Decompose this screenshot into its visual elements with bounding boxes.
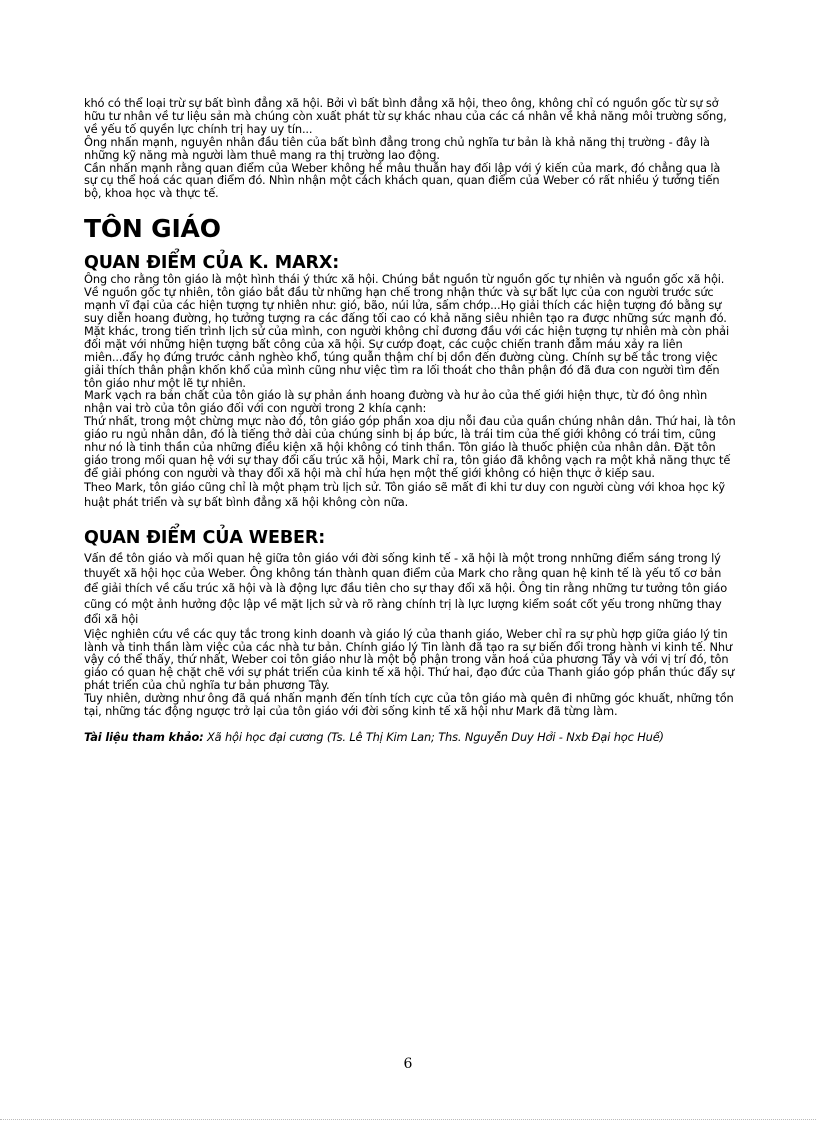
reference-label: Tài liệu tham khảo: <box>84 729 204 744</box>
marx-paragraph-6: Theo Mark, tôn giáo cũng chỉ là một phạm trù lịch sử. Tôn giáo sẽ mất đi khi tư duy con người cùng với khoa học kỹ huật phát triển và sự bất bình đẳng xã hội không còn nữa. <box>84 479 725 510</box>
page-bottom-divider <box>0 1119 816 1120</box>
section-title: TÔN GIÁO <box>84 214 221 244</box>
weber-paragraph-3: Tuy nhiên, dường như ông đã quá nhấn mạnh đến tính tích cực của tôn giáo mà quên đi những góc khuất, những tồn tại, những tác động ngược trở lại của tôn giáo với đời sống kinh tế xã hội như Mark đã từng làm. <box>84 691 734 719</box>
marx-paragraph-4: Mark vạch ra bản chất của tôn giáo là sự phản ánh hoang đường và hư ảo của thế giới hiện thực, từ đó ông nhìn nhận vai trò của tôn giáo đối với con người trong 2 khía cạnh: <box>84 388 708 416</box>
page-content <box>84 97 736 744</box>
marx-paragraph-5: Thứ nhất, trong một chừng mực nào đó, tôn giáo góp phần xoa dịu nỗi đau của quần chúng nhân dân. Thứ hai, là tôn giáo ru ngủ nhân dân, đó là tiếng thở dài của chúng sinh bị áp bức, là trái tim của thế giới không có trái tim, cũng như nó là tinh thần của những điều kiện xã hội không có tinh thần. Tôn giáo là thuốc phiện của nhân dân. Đặt tôn giáo trong mối quan hệ với sự thay đổi cấu trúc xã hội, Mark chỉ ra, tôn giáo đã không vạch ra một khả năng thực tế để giải phóng con người và thay đổi xã hội mà chỉ hứa hẹn một thế giới không có hiện thực ở kiếp sau. <box>84 414 736 480</box>
intro-paragraph-2: Ông nhấn mạnh, nguyên nhân đầu tiên của bất bình đẳng trong chủ nghĩa tư bản là khả năng thị trường - đây là những kỹ năng mà người làm thuê mang ra thị trường lao động. <box>84 134 710 162</box>
marx-heading: QUAN ĐIỂM CỦA K. MARX: <box>84 253 340 274</box>
marx-section <box>84 253 736 510</box>
reference-text: Xã hội học đại cương (Ts. Lê Thị Kim Lan; Ths. Nguyễn Duy Hởi - Nxb Đại học Huế) <box>203 729 664 744</box>
page-number: 6 <box>403 1056 413 1072</box>
intro-paragraph-1: khó có thể loại trừ sự bất bình đẳng xã hội. Bởi vì bất bình đẳng xã hội, theo ông, không chỉ có nguồn gốc từ sự sở hữu tư nhân về tư liệu sản mà chúng còn xuất phát từ sự khác nhau của các cá nhân về khả năng môi trường sống, về yếu tố quyền lực chính trị hay uy tín... <box>84 96 727 136</box>
weber-heading: QUAN ĐIỂM CỦA WEBER: <box>84 527 326 548</box>
weber-paragraph-2: Việc nghiên cứu về các quy tắc trong kinh doanh và giáo lý của thanh giáo, Weber chỉ ra sự phù hợp giữa giáo lý tin lành và tinh thần làm việc của các nhà tư bản. Chính giáo lý Tin lành đã tạo ra sự biến đổi trong hành vi kinh tế. Như vậy có thể thấy, thứ nhất, Weber coi tôn giáo như là một bộ phận trong văn hoá của phương Tây và với vị trí đó, tôn giáo có quan hệ chặt chẽ với sự phát triển của kinh tế xã hội. Thứ hai, đạo đức của Thanh giáo góp phần thúc đẩy sự phát triển của chủ nghĩa tư bản phương Tây. <box>84 626 735 693</box>
weber-paragraph-1: Vấn đề tôn giáo và mối quan hệ giữa tôn giáo với đời sống kinh tế - xã hội là một trong nnhững điểm sáng trong lý thuyết xã hội học của Weber. Ông không tán thành quan điểm của Mark cho rằng quan hệ kinh tế là yếu tố cơ bản để giải thích về cấu trúc xã hội và là động lực đầu tiên cho sự thay đổi xã hội. Ông tin rằng những tư tưởng tôn giáo cũng có một ảnh hưởng độc lập về mặt lịch sử và rõ ràng chính trị là lực lượng kiểm soát cốt yếu trong những thay đổi xã hội <box>84 550 728 627</box>
marx-paragraph-1: Ông cho rằng tôn giáo là một hình thái ý thức xã hội. Chúng bắt nguồn từ nguồn gốc tự nhiên và nguồn gốc xã hội. <box>84 272 725 287</box>
marx-paragraph-2: Về nguồn gốc tự nhiên, tôn giáo bắt đầu từ những hạn chế trong nhận thức và sự bất lực của con người trước sức mạnh vĩ đại của các hiện tượng tự nhiên như: gió, bão, núi lửa, sấm chớp...Họ giải thích các hiện tượng đó bằng sự suy diễn hoang đường, họ tưởng tượng ra các đấng tối cao có khả năng siêu nhiên tạo ra được những sức mạnh đó. <box>84 285 727 325</box>
reference-note <box>84 731 736 744</box>
intro-section <box>84 97 736 200</box>
marx-paragraph-3: Mặt khác, trong tiến trình lịch sử của mình, con người không chỉ đương đầu với các hiện tượng tự nhiên mà còn phải đối mặt với những hiện tượng bất công của xã hội. Sự cướp đoạt, các cuộc chiến tranh đẫm máu xảy ra liên miên...đẩy họ đứng trước cảnh nghèo khổ, túng quẫn thậm chí bị dồn đến đường cùng. Chính sự bế tắc trong việc giải thích thân phận khốn khổ của mình cũng như việc tìm ra lối thoát cho thân phận đó đã đưa con người tìm đến tôn giáo như một lẽ tự nhiên. <box>84 323 729 390</box>
weber-section <box>84 528 736 718</box>
intro-paragraph-3: Cần nhấn mạnh rằng quan điểm của Weber không hề mâu thuẫn hay đối lập với ý kiến của mark, đó chẳng qua là sự cụ thể hoá các quan điểm đó. Nhìn nhận một cách khách quan, quan điểm của Weber có rất nhiều ý tưởng tiến bộ, khoa học và thực tế. <box>84 160 721 201</box>
